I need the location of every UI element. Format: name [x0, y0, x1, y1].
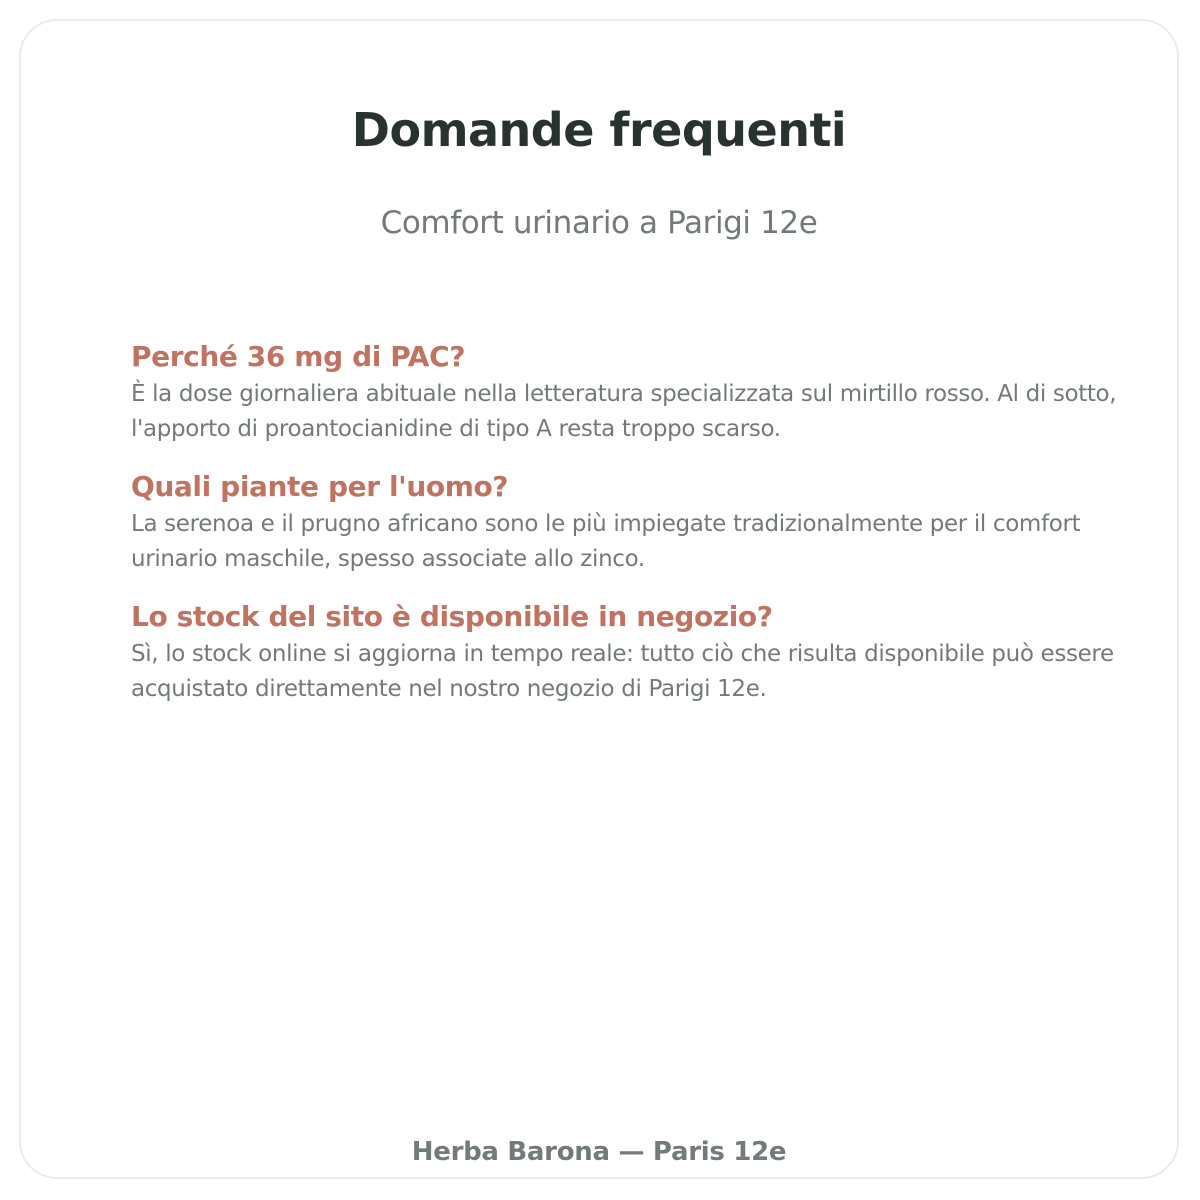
faq-question: Perché 36 mg di PAC? [131, 340, 466, 373]
footer-brand: Herba Barona — Paris 12e [411, 1137, 787, 1167]
faq-question: Lo stock del sito è disponibile in negozio? [131, 600, 773, 633]
faq-answer: È la dose giornaliera abituale nella letteratura specializzata sul mirtillo rosso. Al di sotto, l'apporto di proantocianidine di tipo A resta troppo scarso. [131, 381, 1117, 442]
page-subtitle: Comfort urinario a Parigi 12e [380, 205, 818, 241]
faq-question: Quali piante per l'uomo? [131, 470, 509, 503]
faq-answer: Sì, lo stock online si aggiorna in tempo reale: tutto ciò che risulta disponibile può essere acquistato direttamente nel nostro negozio di Parigi 12e. [131, 641, 1114, 702]
faq-item [131, 339, 1121, 447]
faq-item [131, 599, 1121, 707]
faq-item [131, 469, 1121, 577]
page-title: Domande frequenti [351, 103, 847, 157]
faq-list [131, 339, 1121, 729]
faq-answer: La serenoa e il prugno africano sono le più impiegate tradizionalmente per il comfort urinario maschile, spesso associate allo zinco. [131, 511, 1081, 572]
faq-card [19, 19, 1179, 1179]
